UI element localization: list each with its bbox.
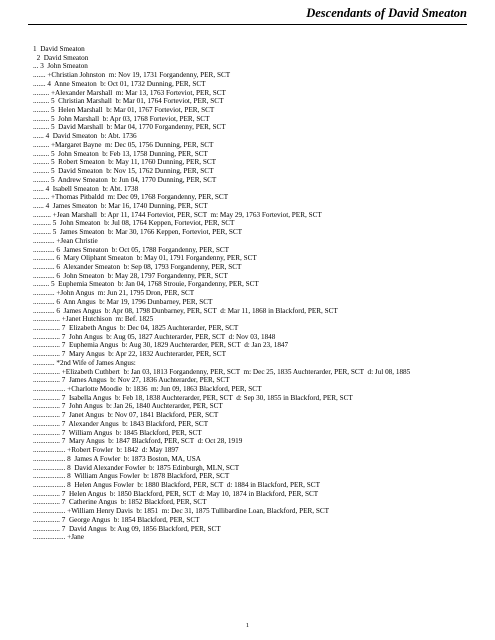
descendant-line: ............... 7 George Angus b: 1854 Blackford, PER, SCT [33, 515, 200, 524]
descendant-line: ............... 7 Catherine Angus b: 1852 Blackford, PER, SCT [33, 498, 207, 507]
descendant-line: ....... +Christian Johnston m: Nov 19, 1731 Forgandenny, PER, SCT [33, 71, 231, 80]
descendant-list [33, 45, 493, 542]
page-number: 1 [245, 622, 250, 629]
descendant-line: ............ 6 James Angus b: Apr 08, 1798 Dunbarney, PER, SCT d: Mar 11, 1868 in Blackford, PER, SCT [33, 306, 338, 315]
descendant-line: .................. +Robert Fowler b: 1842 d: May 1897 [33, 446, 179, 455]
descendant-line: .......... 5 James Smeaton b: Mar 30, 1766 Keppen, Forteviot, PER, SCT [33, 228, 243, 237]
page-title: Descendants of David Smeaton [306, 6, 467, 20]
descendant-line: .......... 5 John Smeaton b: Jul 08, 1764 Keppen, Forteviot, PER, SCT [33, 219, 235, 228]
descendant-line: ............... 7 James Angus b: Nov 27, 1836 Auchterarder, PER, SCT [33, 376, 230, 385]
descendant-line: ............... 7 John Angus b: Aug 05, 1827 Auchterarder, PER, SCT d: Nov 03, 1848 [33, 332, 276, 341]
descendant-line: ............ 6 John Smeaton b: May 28, 1797 Forgandenny, PER, SCT [33, 271, 228, 280]
descendant-line: ...... 4 David Smeaton b: Abt. 1736 [33, 132, 137, 141]
descendant-line: ......... 5 David Smeaton b: Nov 15, 1762 Dunning, PER, SCT [33, 167, 214, 176]
descendant-line: ......... 5 John Marshall b: Apr 03, 1768 Forteviot, PER, SCT [33, 114, 210, 123]
descendant-line: ......... 5 Andrew Smeaton b: Jun 04, 1770 Dunning, PER, SCT [33, 175, 217, 184]
descendant-line: ............... 7 William Angus b: 1845 Blackford, PER, SCT [33, 428, 202, 437]
descendant-line: .................. +William Henry Davis b: 1851 m: Dec 31, 1875 Tullibardine Loan, Blackford, PER, SCT [33, 507, 330, 516]
descendant-line: ............... 7 Janet Angus b: Nov 07, 1841 Blackford, PER, SCT [33, 411, 219, 420]
descendant-line: ............... 7 Helen Angus b: 1850 Blackford, PER, SCT d: May 10, 1874 in Blackford, PER, SCT [33, 489, 319, 498]
descendant-line: ....... 4 Anne Smeaton b: Oct 01, 1732 Dunning, PER, SCT [33, 79, 206, 88]
descendant-line: ............... 7 David Angus b: Aug 09, 1856 Blackford, PER, SCT [33, 524, 221, 533]
descendant-line: ............... +Janet Hutchison m: Bef. 1825 [33, 315, 154, 324]
descendant-line: ............ 6 James Smeaton b: Oct 05, 1788 Forgandenny, PER, SCT [33, 245, 230, 254]
descendant-line: .................. 8 Helen Angus Fowler b: 1880 Blackford, PER, SCT d: 1884 in Blackford, PER, SCT [33, 480, 320, 489]
descendant-line: ......... 5 John Smeaton b: Feb 13, 1758 Dunning, PER, SCT [33, 149, 208, 158]
descendant-line: .......... +Jean Marshall b: Apr 11, 1744 Forteviot, PER, SCT m: May 29, 1763 Forteviot, PER, SCT [33, 210, 322, 219]
descendant-line: ............ 6 Mary Oliphant Smeaton b: May 01, 1791 Forgandenny, PER, SCT [33, 254, 257, 263]
descendant-line: ............... 7 Alexander Angus b: 1843 Blackford, PER, SCT [33, 419, 209, 428]
descendant-line: ............... 7 John Angus b: Jan 26, 1840 Auchterarder, PER, SCT [33, 402, 223, 411]
descendant-line: .................. +Charlotte Moodie b: 1836 m: Jun 09, 1863 Blackford, PER, SCT [33, 385, 262, 394]
descendant-line: ......... 5 Christian Marshall b: Mar 01, 1764 Forteviot, PER, SCT [33, 97, 224, 106]
descendant-line: ............... 7 Mary Angus b: Apr 22, 1832 Auchterarder, PER, SCT [33, 350, 226, 359]
descendant-line: ......... 5 Robert Smeaton b: May 11, 1760 Dunning, PER, SCT [33, 158, 217, 167]
descendant-line: 2 David Smeaton [33, 53, 89, 62]
descendant-line: ............ +Jean Christie [33, 236, 98, 245]
descendant-line: ......... +Alexander Marshall m: Mar 13, 1763 Forteviot, PER, SCT [33, 88, 226, 97]
descendant-line: ............... 7 Isabella Angus b: Feb 18, 1838 Auchterarder, PER, SCT d: Sep 30, 1855 in Blackford, PER, SCT [33, 393, 353, 402]
descendant-line: ......... 5 David Marshall b: Mar 04, 1770 Forgandenny, PER, SCT [33, 123, 226, 132]
descendant-line: ......... 5 Helen Marshall b: Mar 01, 1767 Forteviot, PER, SCT [33, 106, 215, 115]
descendant-line: .................. 8 James A Fowler b: 1873 Boston, MA, USA [33, 454, 201, 463]
descendant-line: .................. +Jane [33, 533, 84, 542]
descendant-line: ......... +Margaret Bayne m: Dec 05, 1756 Dunning, PER, SCT [33, 140, 214, 149]
descendant-line: .................. 8 William Angus Fowler b: 1878 Blackford, PER, SCT [33, 472, 230, 481]
descendant-line: ............... 7 Euphemia Angus b: Aug 30, 1829 Auchterarder, PER, SCT d: Jan 23, 1847 [33, 341, 289, 350]
descendant-line: ............... 7 Mary Angus b: 1847 Blackford, PER, SCT d: Oct 28, 1919 [33, 437, 243, 446]
descendant-line: ... 3 John Smeaton [33, 62, 88, 71]
descendant-line: ............... +Elizabeth Cuthbert b: Jan 03, 1813 Forgandenny, PER, SCT m: Dec 25, 1835 Auchterarder, PER, SCT d: Jul 08, 1885 [33, 367, 411, 376]
descendant-line: 1 David Smeaton [33, 45, 85, 53]
descendant-line: ............ 6 Ann Angus b: Mar 19, 1796 Dunbarney, PER, SCT [33, 297, 213, 306]
descendant-line: ............ +John Angus m: Jun 21, 1795 Dron, PER, SCT [33, 289, 195, 298]
descendant-line: ............ 6 Alexander Smeaton b: Sep 08, 1793 Forgandenny, PER, SCT [33, 262, 242, 271]
descendant-line: ...... 4 Isabell Smeaton b: Abt. 1738 [33, 184, 139, 193]
descendant-line: ......... +Thomas Pitbaldd m: Dec 09, 1768 Forgandenny, PER, SCT [33, 193, 229, 202]
descendant-line: ......... 5 Euphemia Smeaton b: Jan 04, 1768 Strouie, Forgandenny, PER, SCT [33, 280, 259, 289]
descendant-line: .................. 8 David Alexander Fowler b: 1875 Edinburgh, MLN, SCT [33, 463, 240, 472]
descendant-line: ............ *2nd Wife of James Angus: [33, 358, 136, 367]
descendant-line: ...... 4 James Smeaton b: Mar 16, 1740 Dunning, PER, SCT [33, 201, 208, 210]
header-divider [28, 24, 467, 25]
descendant-line: ............... 7 Elizabeth Angus b: Dec 04, 1825 Auchterarder, PER, SCT [33, 324, 239, 332]
